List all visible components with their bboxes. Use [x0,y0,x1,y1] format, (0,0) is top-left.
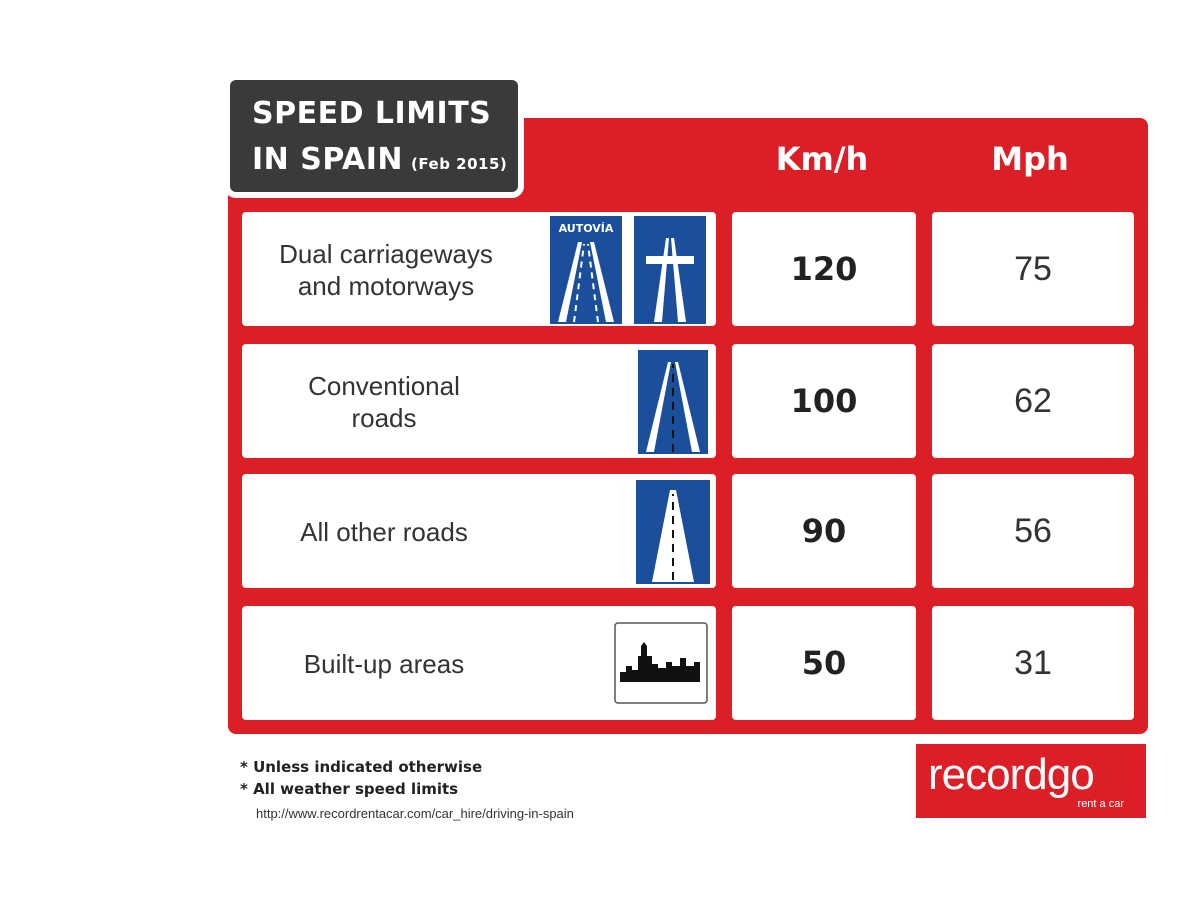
row-1-mph: 75 [932,212,1134,326]
autovia-sign-icon [548,214,624,326]
title-date: (Feb 2015) [411,155,508,173]
footnote-2: * All weather speed limits [240,780,459,798]
recordgo-logo [916,744,1146,818]
row-3-mph: 56 [932,474,1134,588]
row-3-description-cell [242,474,716,588]
title-line-2-text: IN SPAIN [252,142,404,177]
title-box [230,80,518,192]
row-4-kmh: 50 [732,606,916,720]
row-3-description: All other roads [300,517,468,547]
row-1-description-line-2: and motorways [297,271,475,301]
row-4-description: Built-up areas [303,649,465,679]
logo-wordmark: recordgo [928,750,1094,799]
conventional-road-sign-icon [636,348,710,456]
row-2-description-cell [242,344,716,458]
row-1-description-line-1: Dual carriageways [279,239,493,269]
footnote-1: * Unless indicated otherwise [240,758,483,776]
motorway-sign-icon [632,214,708,326]
title-line-2 [252,142,507,177]
row-1-description-cell [242,212,716,326]
source-url[interactable]: http://www.recordrentacar.com/car_hire/driving-in-spain [256,806,574,821]
built-up-area-sign-icon [614,622,708,704]
row-2-mph: 62 [932,344,1134,458]
row-3-kmh: 90 [732,474,916,588]
row-1-kmh: 120 [732,212,916,326]
column-header-mph: Mph [991,140,1069,178]
row-2-description-line-1: Conventional [308,371,460,401]
other-road-sign-icon [634,478,712,586]
autovia-sign-label: AUTOVÍA [558,222,614,235]
row-2-description-line-2: roads [351,403,417,433]
logo-tagline: rent a car [1077,798,1124,810]
column-header-kmh: Km/h [775,140,869,178]
row-4-description-cell [242,606,716,720]
footnotes [240,756,482,800]
row-2-kmh: 100 [732,344,916,458]
row-4-mph: 31 [932,606,1134,720]
row-1-description [256,238,516,302]
title-line-1: SPEED LIMITS [252,96,492,131]
row-2-description [262,370,506,434]
